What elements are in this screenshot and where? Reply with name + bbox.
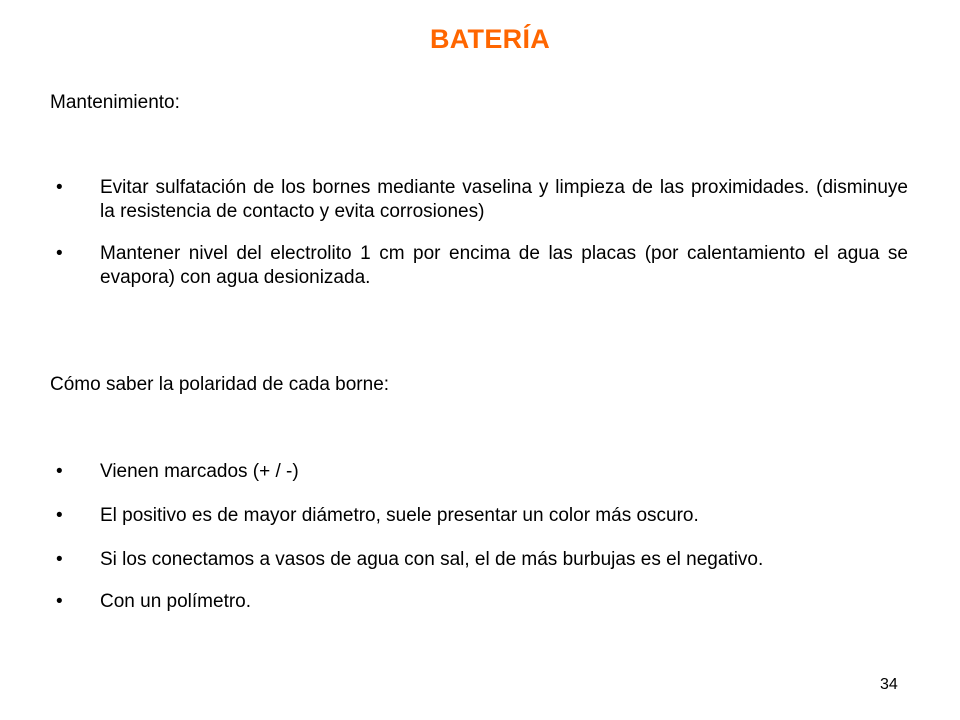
polarity-list bbox=[50, 460, 908, 614]
slide-title: BATERÍA bbox=[429, 24, 551, 54]
maintenance-list bbox=[50, 176, 908, 290]
polarity-heading: Cómo saber la polaridad de cada borne: bbox=[50, 374, 390, 395]
list-item-text: Vienen marcados (+ / -) bbox=[100, 461, 299, 482]
bullet-icon: • bbox=[56, 243, 63, 264]
list-item bbox=[50, 242, 908, 290]
list-item-text: Si los conectamos a vasos de agua con sal, el de más burbujas es el negativo. bbox=[100, 549, 764, 570]
bullet-icon: • bbox=[56, 549, 63, 570]
list-item bbox=[50, 548, 908, 572]
list-item-text: Evitar sulfatación de los bornes mediante vaselina y limpieza de las proximidades. (disminuye la resistencia de contacto y evita corrosiones) bbox=[100, 177, 908, 222]
list-item bbox=[50, 590, 908, 614]
list-item bbox=[50, 504, 908, 528]
bullet-icon: • bbox=[56, 591, 63, 612]
bullet-icon: • bbox=[56, 177, 63, 198]
list-item bbox=[50, 176, 908, 224]
page-number: 34 bbox=[880, 676, 898, 693]
list-item-text: Con un polímetro. bbox=[100, 591, 252, 612]
list-item-text: El positivo es de mayor diámetro, suele presentar un color más oscuro. bbox=[100, 505, 699, 526]
list-item-text: Mantener nivel del electrolito 1 cm por encima de las placas (por calentamiento el agua se evapora) con agua desionizada. bbox=[100, 243, 908, 288]
maintenance-heading: Mantenimiento: bbox=[50, 92, 180, 113]
bullet-icon: • bbox=[56, 505, 63, 526]
list-item bbox=[50, 460, 908, 484]
bullet-icon: • bbox=[56, 461, 63, 482]
